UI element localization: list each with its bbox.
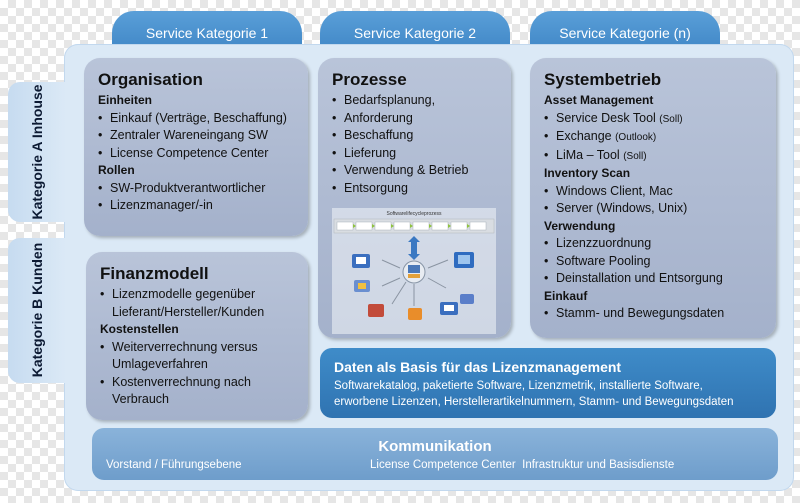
list-item: • Windows Client, Mac (544, 183, 762, 201)
daten-title: Daten als Basis für das Lizenzmanagement (334, 359, 622, 375)
kommunikation-bar (92, 428, 778, 480)
panel-systembetrieb (530, 58, 776, 338)
inventory-scan-heading: Inventory Scan (544, 166, 631, 180)
finanzmodell-title: Finanzmodell (100, 264, 209, 283)
list-item: • Beschaffung (332, 127, 497, 145)
list-item: • Entsorgung (332, 180, 497, 198)
organisation-title: Organisation (98, 70, 203, 89)
systembetrieb-title: Systembetrieb (544, 70, 662, 89)
list-item: • Weiterverrechnung versus Umlageverfahren (100, 339, 294, 374)
side-kategorie-a (8, 82, 66, 222)
list-item: • SW-Produktverantwortlicher (98, 180, 294, 198)
panel-finanzmodell (86, 252, 308, 420)
einkauf-heading: Einkauf (544, 288, 588, 303)
list-item: • Stamm- und Bewegungsdaten (544, 305, 762, 323)
kommunikation-right-text: License Competence Center Infrastruktur und Basisdienste (370, 459, 675, 471)
tab-service-kategorie-n[interactable]: Service Kategorie (n) (530, 11, 720, 53)
software-lifecycle-diagram (332, 208, 496, 334)
side-kategorie-b (8, 238, 66, 383)
list-item: • Deinstallation und Entsorgung (544, 270, 762, 288)
daten-line-2: erworbene Lizenzen, Herstellerartikelnummern, Stamm- und Bewegungsdaten (334, 396, 734, 408)
kommunikation-left-text: Vorstand / Führungsebene (106, 459, 242, 471)
list-item: • Lizenzzuordnung (544, 235, 762, 253)
kostenstellen-heading: Kostenstellen (100, 322, 179, 336)
list-item: • Anforderung (332, 110, 497, 128)
list-item: • Lizenzmodelle gegenüber Lieferant/Hersteller/Kunden (100, 286, 294, 321)
list-item: • Kostenverrechnung nach Verbrauch (100, 374, 294, 409)
list-item: • Bedarfsplanung, (332, 92, 497, 110)
list-item: • Zentraler Wareneingang SW (98, 127, 294, 145)
side-kategorie-a-label: Kategorie A Inhouse (29, 84, 45, 220)
kommunikation-title: Kommunikation (378, 438, 492, 455)
list-item: • Software Pooling (544, 253, 762, 271)
list-item: • LiMa – Tool (Soll) (544, 147, 762, 166)
list-item: • Exchange (Outlook) (544, 128, 762, 147)
prozesse-title: Prozesse (332, 70, 407, 89)
panel-organisation (84, 58, 308, 236)
verwendung-heading: Verwendung (544, 218, 616, 233)
rollen-heading: Rollen (98, 163, 135, 177)
list-item: • Lieferung (332, 145, 497, 163)
list-item: • License Competence Center (98, 145, 294, 163)
daten-box (320, 348, 776, 418)
tab-service-kategorie-2[interactable]: Service Kategorie 2 (320, 11, 510, 53)
list-item: • Server (Windows, Unix) (544, 200, 762, 218)
list-item: • Einkauf (Verträge, Beschaffung) (98, 110, 294, 128)
list-item: • Lizenzmanager/-in (98, 197, 294, 215)
side-kategorie-b-label: Kategorie B Kunden (29, 242, 45, 378)
list-item: • Service Desk Tool (Soll) (544, 110, 762, 129)
diagram-title: Softwarelifecycleprozess (386, 211, 442, 217)
daten-line-1: Softwarekatalog, paketierte Software, Lizenzmetrik, installierte Software, (334, 380, 703, 392)
list-item: • Verwendung & Betrieb (332, 162, 497, 180)
asset-management-heading: Asset Management (544, 93, 654, 107)
tab-service-kategorie-1[interactable]: Service Kategorie 1 (112, 11, 302, 53)
einheiten-heading: Einheiten (98, 93, 153, 107)
